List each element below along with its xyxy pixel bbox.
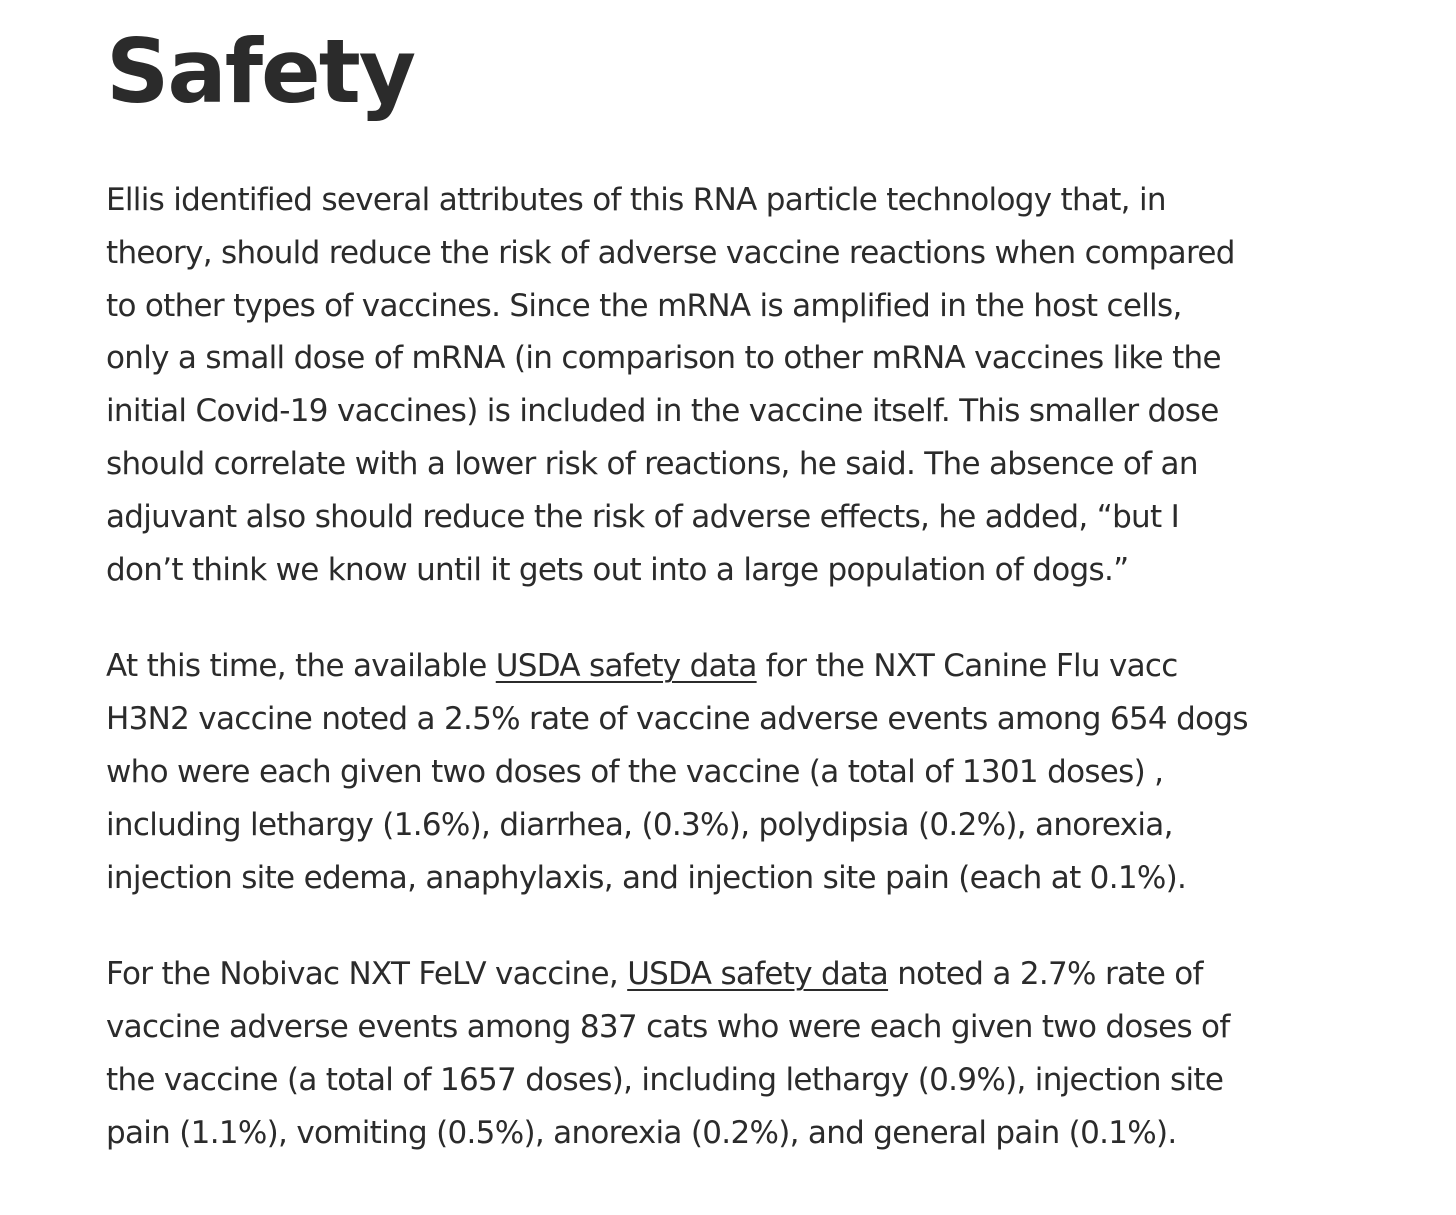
section-heading: Safety <box>106 20 415 123</box>
paragraph-line: only a small dose of mRNA (in comparison to other mRNA vaccines like the <box>106 340 1221 377</box>
paragraph-felv-safety <box>106 948 1376 1159</box>
paragraph-line: including lethargy (1.6%), diarrhea, (0.3%), polydipsia (0.2%), anorexia, <box>106 806 1173 843</box>
paragraph-line: injection site edema, anaphylaxis, and injection site pain (each at 0.1%). <box>106 859 1187 896</box>
paragraph-line: theory, should reduce the risk of adverse vaccine reactions when compared <box>106 234 1235 271</box>
paragraph-canine-flu-safety <box>106 640 1376 904</box>
paragraph-text: for the NXT Canine Flu vacc <box>756 648 1178 685</box>
article-section <box>106 22 1376 1160</box>
paragraph-line: vaccine adverse events among 837 cats who were each given two doses of <box>106 1009 1230 1046</box>
paragraph-line: initial Covid-19 vaccines) is included in the vaccine itself. This smaller dose <box>106 393 1219 430</box>
paragraph-line: the vaccine (a total of 1657 doses), including lethargy (0.9%), injection site <box>106 1061 1224 1098</box>
paragraph-line: H3N2 vaccine noted a 2.5% rate of vaccine adverse events among 654 dogs <box>106 701 1248 738</box>
paragraph-line: who were each given two doses of the vaccine (a total of 1301 doses) , <box>106 753 1164 790</box>
paragraph-line: should correlate with a lower risk of reactions, he said. The absence of an <box>106 445 1198 482</box>
usda-safety-data-link-canine[interactable]: USDA safety data <box>495 648 757 685</box>
paragraph-ellis-attributes <box>106 174 1376 596</box>
usda-safety-data-link-feline[interactable]: USDA safety data <box>627 956 889 993</box>
paragraph-line: pain (1.1%), vomiting (0.5%), anorexia (0.2%), and general pain (0.1%). <box>106 1114 1177 1151</box>
paragraph-line: adjuvant also should reduce the risk of adverse effects, he added, “but I <box>106 498 1180 535</box>
paragraph-line: don’t think we know until it gets out into a large population of dogs.” <box>106 551 1129 588</box>
paragraph-text: For the Nobivac NXT FeLV vaccine, <box>106 956 628 993</box>
paragraph-text: At this time, the available <box>106 648 496 685</box>
paragraph-text: noted a 2.7% rate of <box>888 956 1203 993</box>
paragraph-line: Ellis identified several attributes of this RNA particle technology that, in <box>106 182 1166 218</box>
paragraph-line: to other types of vaccines. Since the mRNA is amplified in the host cells, <box>106 287 1182 324</box>
